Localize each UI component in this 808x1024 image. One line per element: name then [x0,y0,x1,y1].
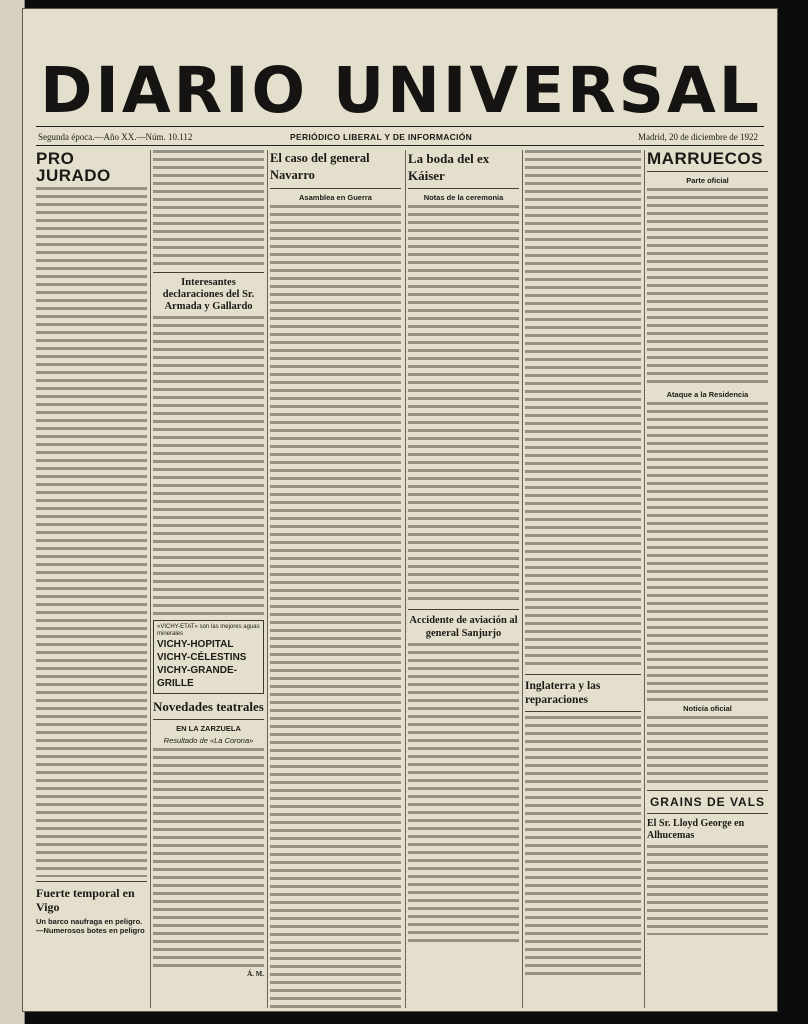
subhead-temporal-vigo: Un barco naufraga en peligro.—Numerosos botes en peligro [36,917,145,935]
ad-line: VICHY-HOPITAL [157,639,234,650]
subhead-asamblea: Asamblea en Guerra [299,193,372,202]
section-rule [153,719,264,720]
headline-lloyd-george: El Sr. Lloyd George en Alhucemas [647,818,745,841]
subhead-notas-ceremonia: Notas de la ceremonia [423,193,504,202]
section-rule [647,171,768,172]
headline-pro-jurado: PRO JURADO [36,150,111,185]
headline-declaraciones: Interesantes declaraciones del Sr. Armada y Gallardo [162,277,255,312]
subhead-zarzuela: EN LA ZARZUELA [176,724,241,733]
epoch-line: Segunda época.—Año XX.—Núm. 10.112 [38,132,193,142]
article-body-placeholder [647,716,768,786]
vichy-advertisement [153,620,264,694]
section-rule [270,188,401,189]
article-body-placeholder [525,716,641,976]
section-rule [36,881,147,882]
column-3 [270,150,401,1010]
column-divider [267,150,268,1008]
article-body-placeholder [408,643,519,943]
section-rule [408,609,519,610]
article-body-placeholder [153,150,264,268]
column-4 [408,150,519,1010]
headline-boda-kaiser: La boda del ex Káiser [408,151,490,183]
column-2 [153,150,264,1010]
article-body-placeholder [408,205,519,605]
article-body-placeholder [647,845,768,935]
headline-novedades-teatrales: Novedades teatrales [153,699,264,714]
article-signature: Á. M. [247,970,264,978]
column-6 [647,150,768,1010]
section-rule [525,674,641,675]
article-body-placeholder [153,316,264,616]
column-divider [405,150,406,1008]
section-rule [153,272,264,273]
masthead-rule-top [36,126,764,127]
masthead-rule-bottom [36,145,764,146]
article-body-placeholder [647,402,768,702]
article-body-placeholder [36,187,147,877]
ad-line: VICHY-CÉLESTINS [157,652,247,663]
column-5 [525,150,641,1010]
column-divider [644,150,645,1008]
article-body-placeholder [647,188,768,388]
column-1 [36,150,147,1010]
headline-accidente-aviacion: Accidente de aviación al general Sanjurjo [409,615,518,639]
column-divider [150,150,151,1008]
date-line: Madrid, 20 de diciembre de 1922 [638,132,758,142]
section-rule [525,711,641,712]
article-body-placeholder [525,150,641,670]
section-rule [647,790,768,791]
newspaper-page [22,8,778,1012]
subhead-parte-oficial: Parte oficial [686,176,729,185]
headline-general-navarro: El caso del general Navarro [270,151,370,182]
ad-line: «VICHY-ETAT» son las mejores aguas minerales [157,624,260,637]
tagline: PERIÓDICO LIBERAL Y DE INFORMACIÓN [290,132,473,142]
section-rule [408,188,519,189]
ad-line: VICHY-GRANDE-GRILLE [157,665,238,689]
article-body-placeholder [270,205,401,1010]
masthead-title: DIARIO UNIVERSAL [40,54,762,127]
subhead-resultado: Resultado de «La Corona» [163,736,254,745]
headline-marruecos: MARRUECOS [647,150,763,168]
headline-temporal-vigo: Fuerte temporal en Vigo [36,886,135,914]
headline-inglaterra-reparaciones: Inglaterra y las reparaciones [525,680,601,706]
article-body-placeholder [153,748,264,968]
grains-de-vals-ad: GRAINS DE VALS [649,795,766,809]
subhead-noticia-oficial: Noticia oficial [683,704,732,713]
section-rule [647,813,768,814]
subhead-ataque-residencia: Ataque a la Residencia [666,390,749,399]
column-divider [522,150,523,1008]
